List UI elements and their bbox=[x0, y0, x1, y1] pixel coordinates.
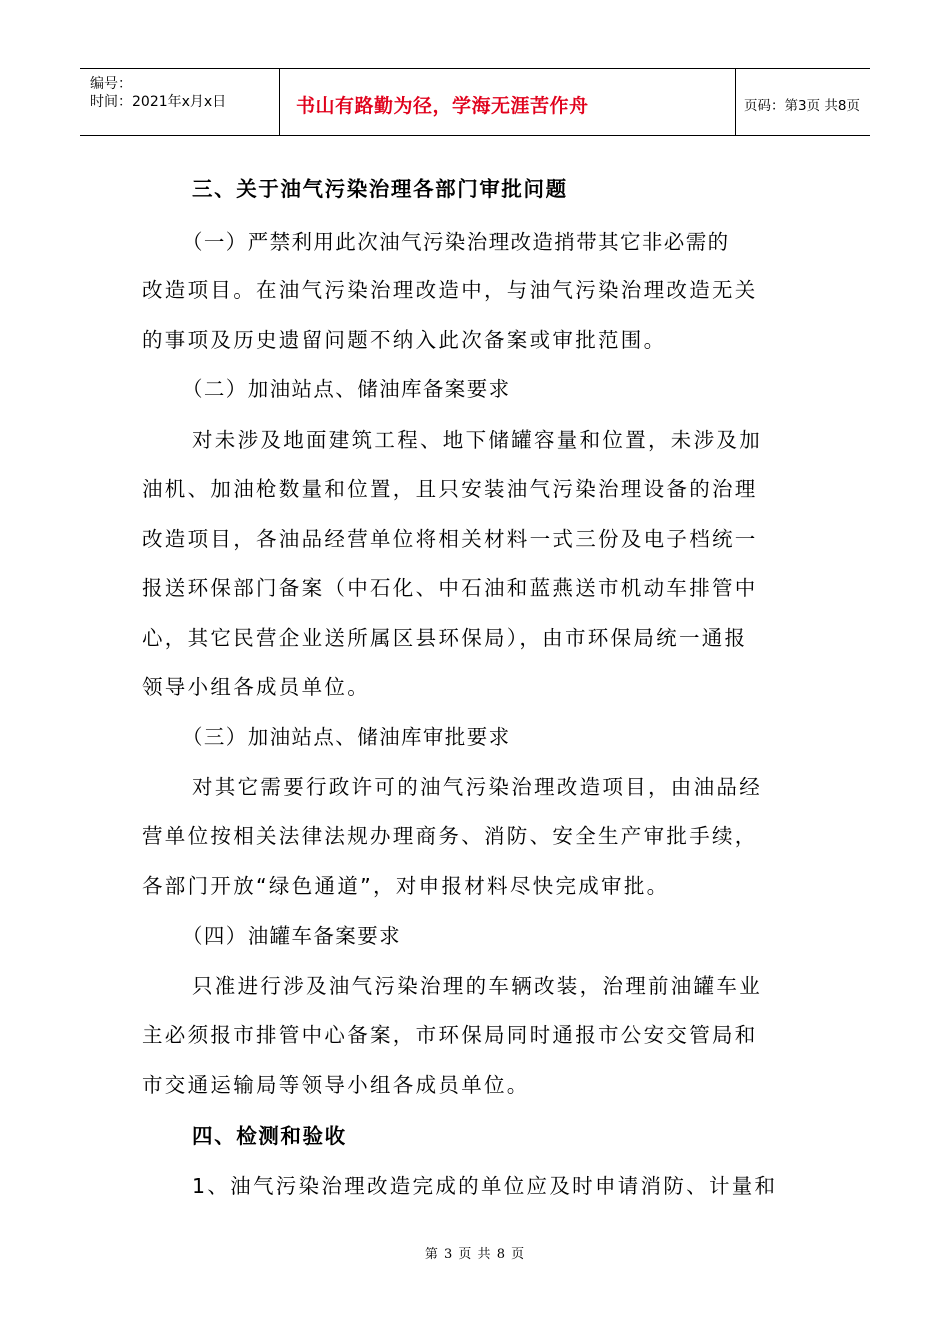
header-motto-cell bbox=[280, 69, 736, 135]
paragraph-line: 改造项目，各油品经营单位将相关材料一式三份及电子档统一 bbox=[142, 527, 758, 551]
paragraph-line: （一）严禁利用此次油气污染治理改造捎带其它非必需的 bbox=[182, 230, 730, 254]
subsection-heading: （二）加油站点、储油库备案要求 bbox=[182, 377, 511, 401]
paragraph-line: 报送环保部门备案（中石化、中石油和蓝燕送市机动车排管中 bbox=[142, 576, 758, 600]
paragraph-line: 各部门开放“绿色通道”，对申报材料尽快完成审批。 bbox=[142, 874, 670, 898]
header-page-cell bbox=[736, 69, 870, 135]
paragraph-line: 主必须报市排管中心备案，市环保局同时通报市公安交管局和 bbox=[142, 1023, 758, 1047]
paragraph-line: 对其它需要行政许可的油气污染治理改造项目，由油品经 bbox=[192, 775, 762, 799]
header-page-info: 页码：第3页 共8页 bbox=[744, 98, 860, 114]
section-heading-4: 四、检测和验收 bbox=[192, 1124, 347, 1148]
page-header bbox=[80, 68, 870, 136]
paragraph-line: 的事项及历史遗留问题不纳入此次备案或审批范围。 bbox=[142, 328, 667, 352]
subsection-heading: （四）油罐车备案要求 bbox=[182, 924, 401, 948]
paragraph-line: 油机、加油枪数量和位置，且只安装油气污染治理设备的治理 bbox=[142, 477, 758, 501]
header-motto: 书山有路勤为径，学海无涯苦作舟 bbox=[296, 95, 589, 117]
header-meta-cell bbox=[80, 69, 280, 135]
paragraph-line: 市交通运输局等领导小组各成员单位。 bbox=[142, 1073, 530, 1097]
paragraph-line: 1、油气污染治理改造完成的单位应及时申请消防、计量和 bbox=[192, 1174, 778, 1198]
section-heading-3: 三、关于油气污染治理各部门审批问题 bbox=[192, 177, 568, 201]
paragraph-line: 对未涉及地面建筑工程、地下储罐容量和位置，未涉及加 bbox=[192, 428, 762, 452]
page-footer: 第 3 页 共 8 页 bbox=[424, 1247, 526, 1262]
subsection-heading: （三）加油站点、储油库审批要求 bbox=[182, 725, 511, 749]
document-number-label: 编号： bbox=[90, 76, 132, 92]
paragraph-line: 改造项目。在油气污染治理改造中，与油气污染治理改造无关 bbox=[142, 278, 758, 302]
document-time-label: 时间：2021年x月x日 bbox=[90, 94, 227, 110]
paragraph-line: 只准进行涉及油气污染治理的车辆改装，治理前油罐车业 bbox=[192, 974, 762, 998]
paragraph-line: 营单位按相关法律法规办理商务、消防、安全生产审批手续， bbox=[142, 824, 758, 848]
paragraph-line: 领导小组各成员单位。 bbox=[142, 675, 370, 699]
paragraph-line: 心，其它民营企业送所属区县环保局），由市环保局统一通报 bbox=[142, 626, 748, 650]
